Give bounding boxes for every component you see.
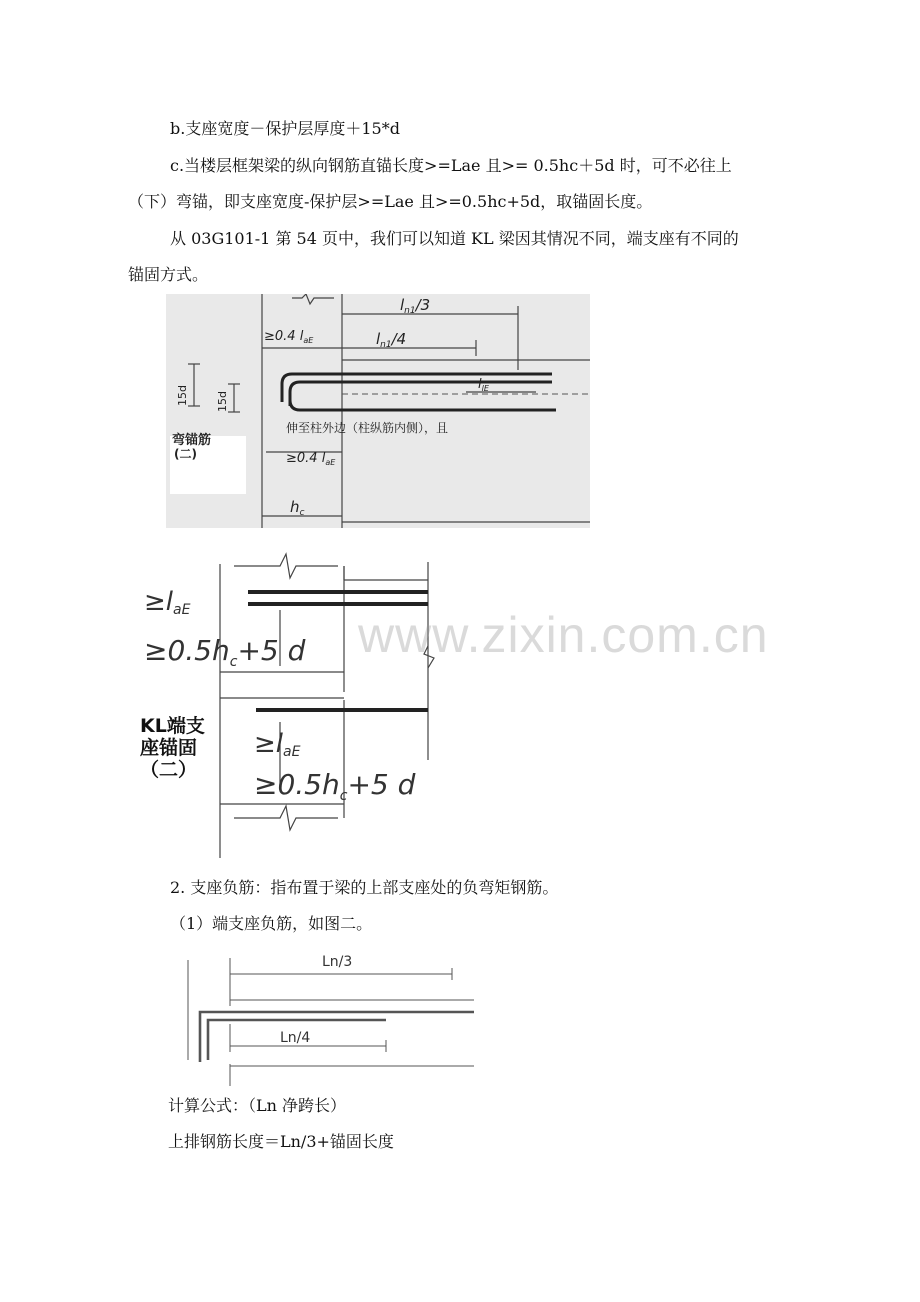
paragraph-end-support-negative-rebar: （1）端支座负筋，如图二。 bbox=[170, 914, 373, 933]
svg-text:（二）: （二） bbox=[140, 759, 198, 781]
paragraph-formula-label: 计算公式：（Ln 净跨长） bbox=[168, 1096, 347, 1115]
svg-text:KL端支: KL端支 bbox=[140, 715, 205, 737]
svg-text:≥0.5hc+5 d: $\ge 0.5h_c+5$ d bbox=[254, 768, 416, 804]
svg-text:Ln/4: Ln/4 bbox=[280, 1030, 311, 1046]
svg-text:≥0.4 laE: ≥0.4 $l_{aE}$ bbox=[286, 451, 336, 467]
svg-text:≥0.5hc+5 d: $\ge 0.5h_c+5$ d bbox=[144, 634, 306, 670]
svg-text:Ln/3: Ln/3 bbox=[322, 954, 353, 970]
figure-kl-end-support-anchorage bbox=[138, 546, 454, 858]
svg-text:伸至柱外边（柱纵筋内侧），且: 伸至柱外边（柱纵筋内侧），且 bbox=[286, 421, 449, 435]
paragraph-b: b.支座宽度－保护层厚度＋15*d bbox=[170, 119, 400, 138]
svg-text:ln1/4: $l_{n1}/4$ bbox=[376, 330, 407, 350]
paragraph-formula-top-rebar: 上排钢筋长度＝Ln/3+锚固长度 bbox=[168, 1132, 394, 1151]
svg-text:≥laE: ≥laE bbox=[254, 729, 301, 760]
paragraph-03g101-line1: 从 03G101-1 第 54 页中，我们可以知道 KL 梁因其情况不同，端支座有不同的 bbox=[170, 229, 739, 248]
svg-text:ln1/3: $l_{n1}/3$ bbox=[400, 296, 431, 316]
svg-text:(二): (二) bbox=[174, 447, 197, 461]
paragraph-c-line1: c.当楼层框架梁的纵向钢筋直锚长度>=Lae 且>= 0.5hc＋5d 时，可不必往上 bbox=[170, 156, 732, 175]
svg-text:≥0.4 laE: ≥0.4 $l_{aE}$ bbox=[264, 329, 314, 345]
paragraph-03g101-line2: 锚固方式。 bbox=[128, 265, 209, 284]
svg-text:llE: $l_{lE}$ bbox=[478, 377, 489, 393]
svg-text:≥laE: ≥laE bbox=[144, 587, 191, 618]
svg-text:15d: 15d bbox=[176, 385, 189, 406]
watermark: www.zixin.com.cn bbox=[358, 607, 769, 663]
svg-text:座锚固: 座锚固 bbox=[140, 737, 198, 759]
paragraph-c-line2: （下）弯锚，即支座宽度-保护层>=Lae 且>=0.5hc+5d，取锚固长度。 bbox=[128, 192, 653, 211]
svg-text:hc: $h_c$ bbox=[290, 498, 305, 518]
svg-text:弯锚筋: 弯锚筋 bbox=[172, 433, 212, 448]
figure-end-support-negative-rebar bbox=[180, 950, 480, 1090]
svg-text:15d: 15d bbox=[216, 391, 229, 412]
paragraph-support-negative-rebar: 2. 支座负筋：指布置于梁的上部支座处的负弯矩钢筋。 bbox=[170, 878, 559, 897]
figure-bent-anchorage bbox=[166, 294, 590, 528]
